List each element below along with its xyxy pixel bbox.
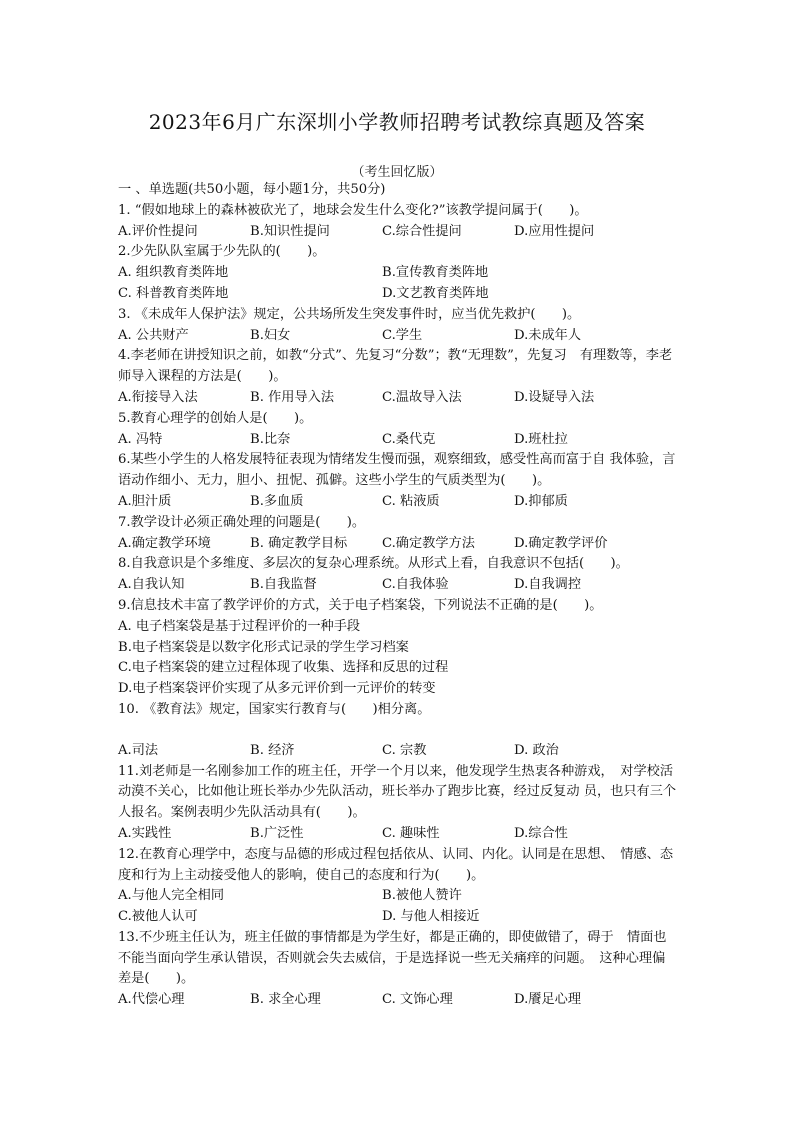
- option-a: A. 电子档案袋是基于过程评价的一种手段: [118, 618, 361, 634]
- option-c: C.学生: [382, 327, 423, 343]
- option-d: D.电子档案袋评价实现了从多元评价到一元评价的转变: [118, 681, 436, 697]
- option-c: C.桑代克: [382, 431, 436, 447]
- option-b: B.比奈: [250, 431, 291, 447]
- question-stem: 9.信息技术丰富了教学评价的方式，关于电子档案袋，下列说法不正确的是( )。: [118, 597, 603, 613]
- option-c: C. 宗教: [382, 742, 427, 758]
- option-d: D.未成年人: [514, 327, 582, 343]
- option-d: D.确定教学评价: [514, 535, 608, 551]
- option-b: B. 作用导入法: [250, 389, 335, 405]
- option-row: [118, 388, 678, 409]
- question-stem: 3. 《未成年人保护法》规定，公共场所发生突发事件时，应当优先救护( )。: [118, 306, 581, 322]
- option-row: [118, 284, 678, 305]
- option-a: A.确定教学环境: [118, 535, 211, 551]
- option-b: B.广泛性: [250, 825, 304, 841]
- option-c: C.温故导入法: [382, 389, 462, 405]
- option-row: [118, 886, 678, 907]
- question-stem: 6.某些小学生的人格发展特征表现为情绪发生慢而强，观察细致，感受性高而富于自 我体验，言语动作细小、无力，胆小、扭怩、孤僻。这些小学生的气质类型为( )。: [118, 452, 676, 489]
- option-d: D.自我调控: [514, 577, 582, 593]
- option-row: [118, 263, 678, 284]
- option-row: [118, 907, 678, 928]
- option-a: A.评价性提问: [118, 223, 198, 239]
- blank-spacer: [118, 721, 678, 741]
- option-row: [118, 741, 678, 762]
- question-stem: 2.少先队队室属于少先队的( )。: [118, 244, 326, 260]
- option-row: [118, 534, 678, 555]
- option-row: [118, 824, 678, 845]
- option-a: A.实践性: [118, 825, 172, 841]
- option-row: [118, 326, 678, 347]
- option-c: C. 文饰心理: [382, 992, 453, 1008]
- option-c: C.电子档案袋的建立过程体现了收集、选择和反思的过程: [118, 660, 449, 676]
- option-row: [118, 990, 678, 1011]
- option-a: A.衔接导入法: [118, 389, 198, 405]
- option-b: B.多血质: [250, 493, 304, 509]
- option-b: B.自我监督: [250, 577, 317, 593]
- option-d: D.设疑导入法: [514, 389, 595, 405]
- option-d: D.抑郁质: [514, 493, 568, 509]
- document-title: 2023年6月广东深圳小学教师招聘考试教综真题及答案: [148, 110, 646, 134]
- question-stem: 11.刘老师是一名刚参加工作的班主任，开学一个月以来，他发现学生热衷各种游戏， 对学校活动漠不关心，比如他让班长举办少先队活动，班长举办了跑步比赛，经过反复动 员，也只有三个人报名。案例表明少先队活动具有( )。: [118, 763, 677, 821]
- option-row: [118, 430, 678, 451]
- option-d: D. 政治: [514, 742, 559, 758]
- option-c: C.被他人认可: [118, 909, 198, 925]
- option-c: C. 科普教育类阵地: [118, 285, 229, 301]
- document-subtitle: （考生回忆版）: [351, 165, 443, 180]
- option-a: A.代偿心理: [118, 992, 185, 1008]
- option-a: A. 公共财产: [118, 327, 189, 343]
- option-b: B.电子档案袋是以数字化形式记录的学生学习档案: [118, 639, 409, 655]
- question-stem: 8.自我意识是个多维度、多层次的复杂心理系统。从形式上看，自我意识不包括( )。: [118, 556, 629, 572]
- option-d: D. 与他人相接近: [382, 909, 480, 925]
- option-c: C.确定教学方法: [382, 535, 475, 551]
- question-list: [118, 180, 678, 1011]
- option-d: D.应用性提问: [514, 223, 595, 239]
- option-a: A.胆汁质: [118, 493, 172, 509]
- option-b: B.宣传教育类阵地: [382, 265, 489, 281]
- option-a: A.与他人完全相同: [118, 888, 225, 904]
- option-c: C.综合性提问: [382, 223, 462, 239]
- option-row: [118, 222, 678, 243]
- option-d: D.餍足心理: [514, 992, 582, 1008]
- option-b: B. 确定教学目标: [250, 535, 348, 551]
- option-row: [118, 575, 678, 596]
- option-a: A.自我认知: [118, 577, 185, 593]
- option-d: D.文艺教育类阵地: [382, 285, 489, 301]
- option-b: B.妇女: [250, 327, 291, 343]
- option-b: B. 经济: [250, 742, 295, 758]
- option-b: B. 求全心理: [250, 992, 321, 1008]
- option-c: C.自我体验: [382, 577, 449, 593]
- option-d: D.班杜拉: [514, 431, 568, 447]
- option-a: A. 组织教育类阵地: [118, 265, 229, 281]
- question-stem: 7.教学设计必须正确处理的问题是( )。: [118, 514, 366, 530]
- option-a: A. 冯特: [118, 431, 163, 447]
- option-c: C. 趣味性: [382, 825, 440, 841]
- option-c: C. 粘液质: [382, 493, 440, 509]
- question-stem: 1. “假如地球上的森林被砍光了，地球会发生什么变化?”该教学提问属于( )。: [118, 202, 588, 218]
- option-row: [118, 492, 678, 513]
- option-d: D.综合性: [514, 825, 568, 841]
- question-stem: 12.在教育心理学中，态度与品德的形成过程包括依从、认同、内化。认同是在思想、 情感、态度和行为上主动接受他人的影响，使自己的态度和行为( )。: [118, 846, 674, 883]
- question-stem: 4.李老师在讲授知识之前，如教“分式”、先复习“分数”；教“无理数”，先复习 有理数等，李老师导入课程的方法是( )。: [118, 348, 673, 385]
- question-stem: 5.教育心理学的创始人是( )。: [118, 410, 313, 426]
- option-b: B.被他人赞许: [382, 888, 462, 904]
- section-heading: 一 、单选题(共50小题，每小题1分，共50分): [118, 182, 386, 197]
- option-a: A.司法: [118, 742, 159, 758]
- question-stem: 10. 《教育法》规定，国家实行教育与( )相分离。: [118, 701, 431, 717]
- option-b: B.知识性提问: [250, 223, 330, 239]
- question-stem: 13.不少班主任认为，班主任做的事情都是为学生好，都是正确的，即使做错了，碍于 情面也不能当面向学生承认错误，否则就会失去威信，于是选择说一些无关痛痒的问题。 这种心理偏差是( )。: [118, 929, 667, 987]
